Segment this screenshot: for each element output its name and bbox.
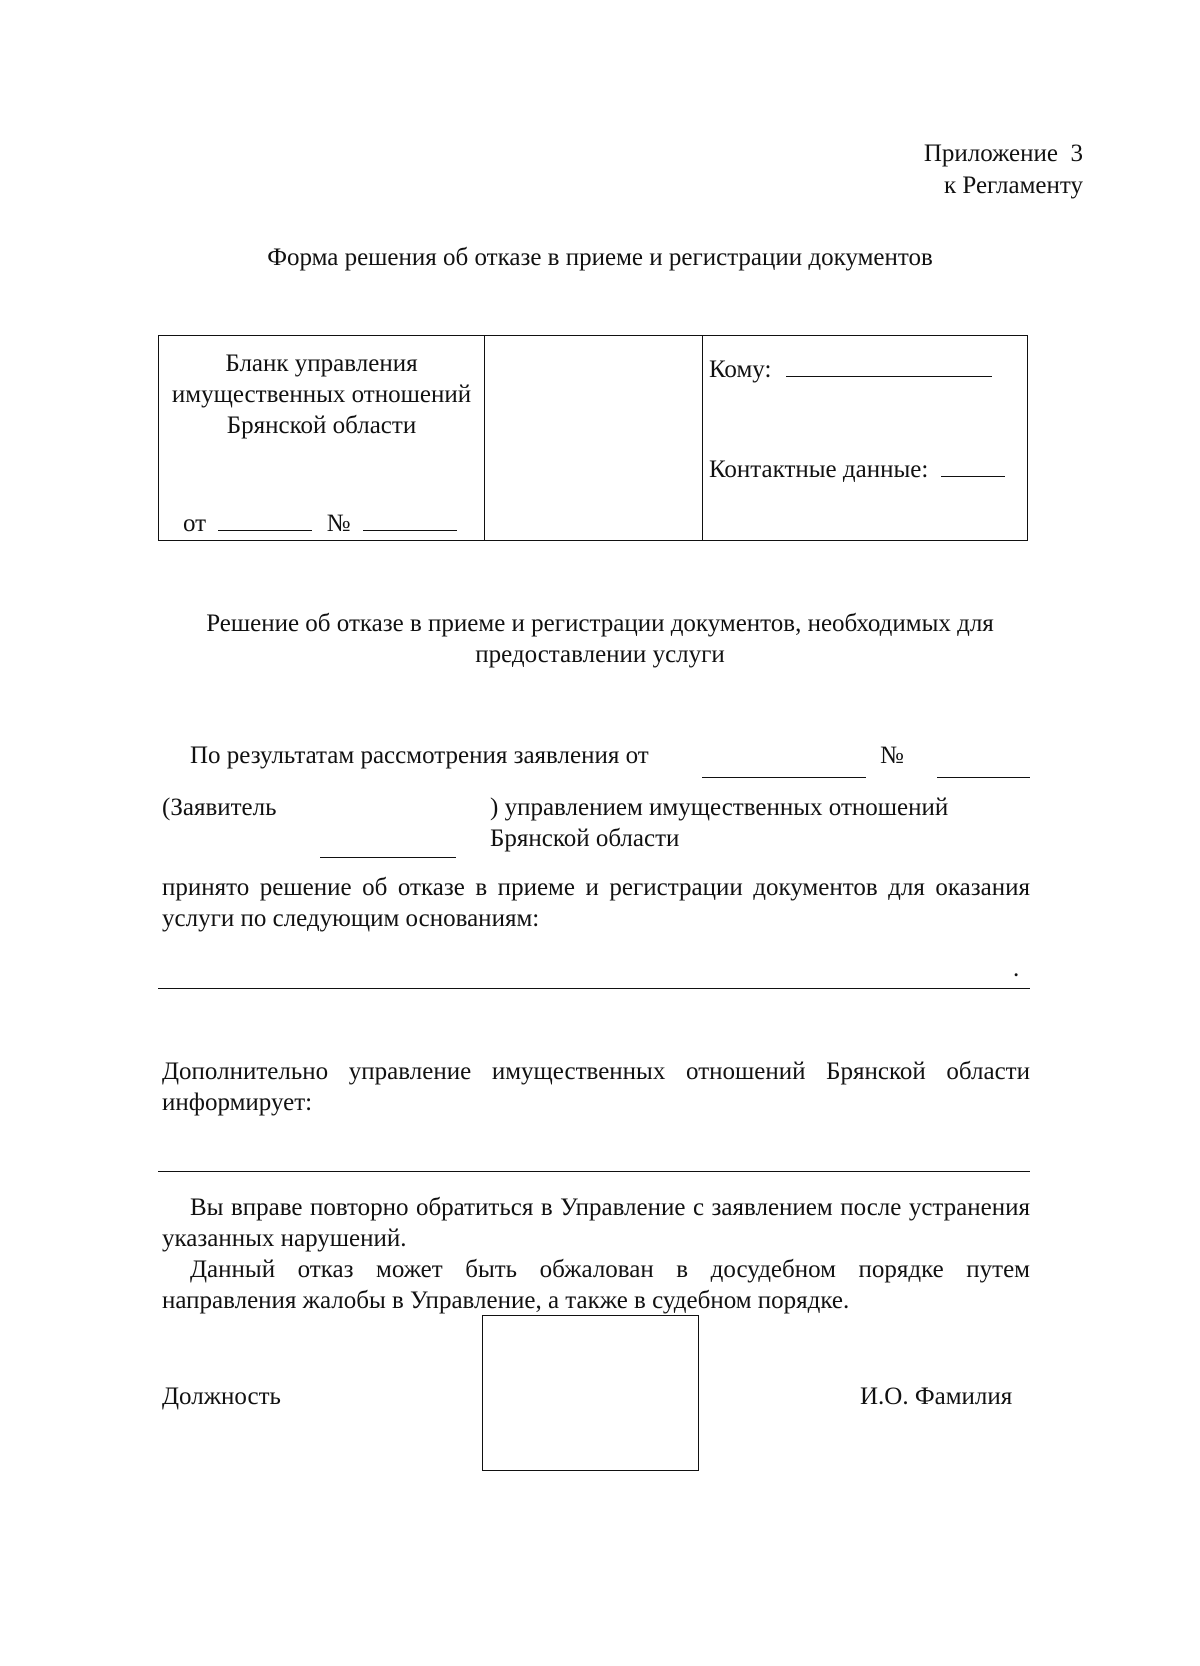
grounds-dot: . <box>1013 955 1020 982</box>
number-label: № <box>326 510 351 537</box>
number-field[interactable] <box>363 506 457 531</box>
applicant-label: (Заявитель <box>162 794 277 821</box>
additional-info-line[interactable] <box>158 1171 1030 1172</box>
decision-text: принято решение об отказе в приеме и регистрации документов для оказания услуги по следующим основаниям: <box>162 874 1030 932</box>
middle-cell <box>485 336 703 540</box>
from-row <box>183 506 457 539</box>
appeal-text: Данный отказ может быть обжалован в досудебном порядке путем направления жалобы в Управление, а также в судебном порядке. <box>162 1256 1030 1314</box>
date-field[interactable] <box>218 506 312 531</box>
appendix-reference: к Регламенту <box>943 172 1083 199</box>
results-text: По результатам рассмотрения заявления от <box>190 742 649 769</box>
to-row <box>709 352 992 385</box>
name-label: И.О. Фамилия <box>860 1383 1013 1410</box>
decision-title: Решение об отказе в приеме и регистрации документов, необходимых для предоставлении услуги <box>206 610 994 668</box>
appendix-number: Приложение 3 <box>923 140 1083 167</box>
signature-stamp-box <box>482 1315 699 1471</box>
from-label: от <box>183 510 207 537</box>
blank-cell <box>159 336 485 540</box>
header-table <box>158 335 1028 541</box>
additionally-text: Дополнительно управление имущественных отношений Брянской области информирует: <box>162 1058 1030 1116</box>
application-number-line[interactable] <box>937 777 1030 778</box>
to-field[interactable] <box>786 352 992 377</box>
appendix-header <box>924 138 1083 202</box>
position-label: Должность <box>162 1383 281 1410</box>
form-title: Форма решения об отказе в приеме и регистрации документов <box>267 244 933 271</box>
contacts-field[interactable] <box>941 452 1005 477</box>
right-to-reapply-text: Вы вправе повторно обратиться в Управление с заявлением после устранения указанных нарушений. <box>162 1194 1030 1252</box>
contacts-label: Контактные данные: <box>709 456 929 483</box>
blank-title: Бланк управления имущественных отношений Брянской области <box>171 350 472 439</box>
to-label: Кому: <box>709 356 772 383</box>
applicant-line[interactable] <box>320 857 456 858</box>
application-number-label: № <box>880 742 904 769</box>
recipient-cell <box>703 336 1027 540</box>
department-text: ) управлением имущественных отношений Брянской области <box>490 794 949 852</box>
grounds-line[interactable] <box>158 988 1030 989</box>
contacts-row <box>709 452 1005 485</box>
application-date-line[interactable] <box>702 777 866 778</box>
